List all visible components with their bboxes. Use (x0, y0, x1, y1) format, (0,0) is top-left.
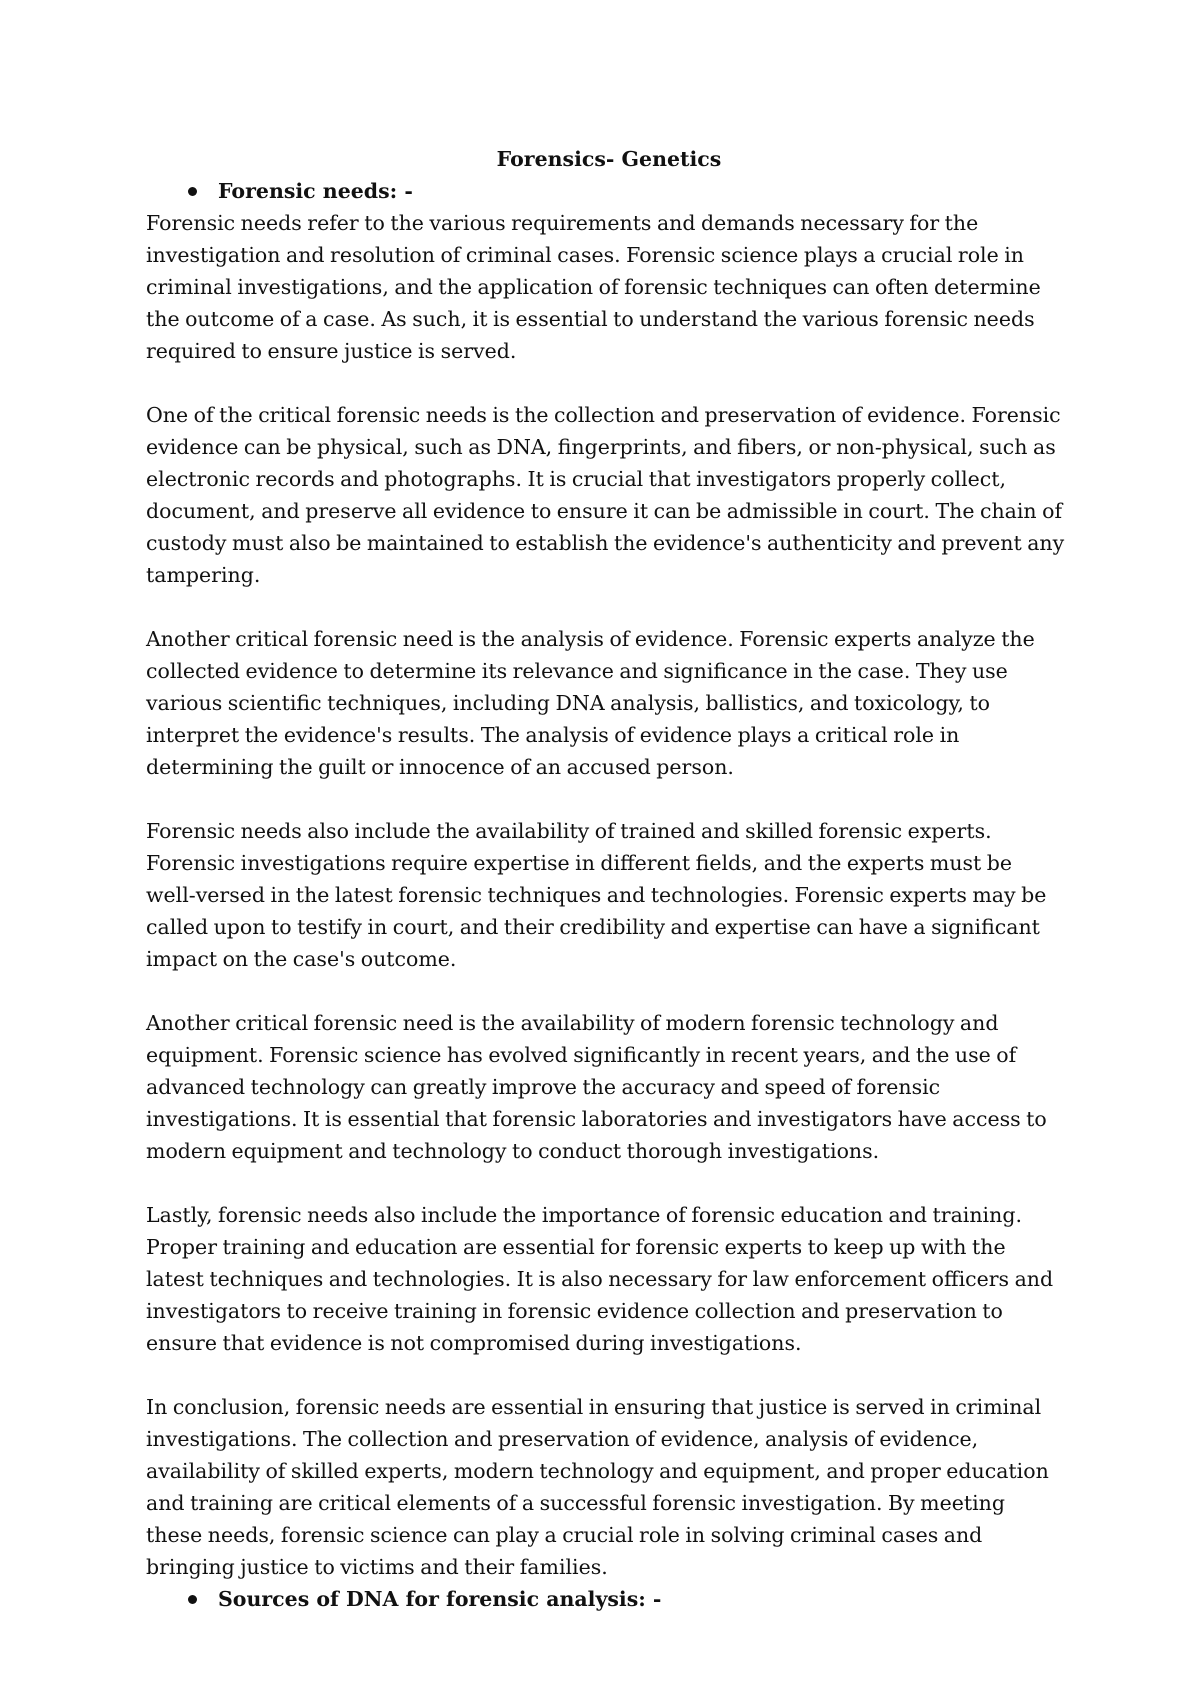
section-heading-sources-of-dna (146, 1583, 1066, 1615)
paragraph: One of the critical forensic needs is the collection and preservation of evidence. Forensic evidence can be physical, such as DNA, fingerprints, and fibers, or non-physical, such as electronic records and photographs. It is crucial that investigators properly collect, document, and preserve all evidence to ensure it can be admissible in court. The chain of custody must also be maintained to establish the evidence's authenticity and prevent any tampering. (146, 403, 1065, 587)
document-title: Forensics- Genetics (496, 147, 722, 171)
document-body (146, 143, 1066, 1615)
bullet-icon (188, 187, 197, 196)
paragraph: Another critical forensic need is the analysis of evidence. Forensic experts analyze the collected evidence to determine its relevance and significance in the case. They use various scientific techniques, including DNA analysis, ballistics, and toxicology, to interpret the evidence's results. The analysis of evidence plays a critical role in determining the guilt or innocence of an accused person. (146, 627, 1035, 779)
paragraph: Another critical forensic need is the availability of modern forensic technology and equipment. Forensic science has evolved significantly in recent years, and the use of advanced technology can greatly improve the accuracy and speed of forensic investigations. It is essential that forensic laboratories and investigators have access to modern equipment and technology to conduct thorough investigations. (146, 1011, 1047, 1163)
paragraph: In conclusion, forensic needs are essential in ensuring that justice is served in criminal investigations. The collection and preservation of evidence, analysis of evidence, availability of skilled experts, modern technology and equipment, and proper education and training are critical elements of a successful forensic investigation. By meeting these needs, forensic science can play a crucial role in solving criminal cases and bringing justice to victims and their families. (146, 1395, 1049, 1579)
section-heading-forensic-needs (146, 175, 1066, 207)
section-heading-text: Sources of DNA for forensic analysis: - (218, 1587, 662, 1611)
section-heading-text: Forensic needs: - (218, 179, 413, 203)
paragraph: Forensic needs also include the availability of trained and skilled forensic experts. Forensic investigations require expertise in different fields, and the experts must be well-versed in the latest forensic techniques and technologies. Forensic experts may be called upon to testify in court, and their credibility and expertise can have a significant impact on the case's outcome. (146, 819, 1047, 971)
paragraph: Forensic needs refer to the various requirements and demands necessary for the investigation and resolution of criminal cases. Forensic science plays a crucial role in criminal investigations, and the application of forensic techniques can often determine the outcome of a case. As such, it is essential to understand the various forensic needs required to ensure justice is served. (146, 211, 1041, 363)
bullet-icon (188, 1595, 197, 1604)
paragraph: Lastly, forensic needs also include the importance of forensic education and training. Proper training and education are essential for forensic experts to keep up with the latest techniques and technologies. It is also necessary for law enforcement officers and investigators to receive training in forensic evidence collection and preservation to ensure that evidence is not compromised during investigations. (146, 1203, 1054, 1355)
